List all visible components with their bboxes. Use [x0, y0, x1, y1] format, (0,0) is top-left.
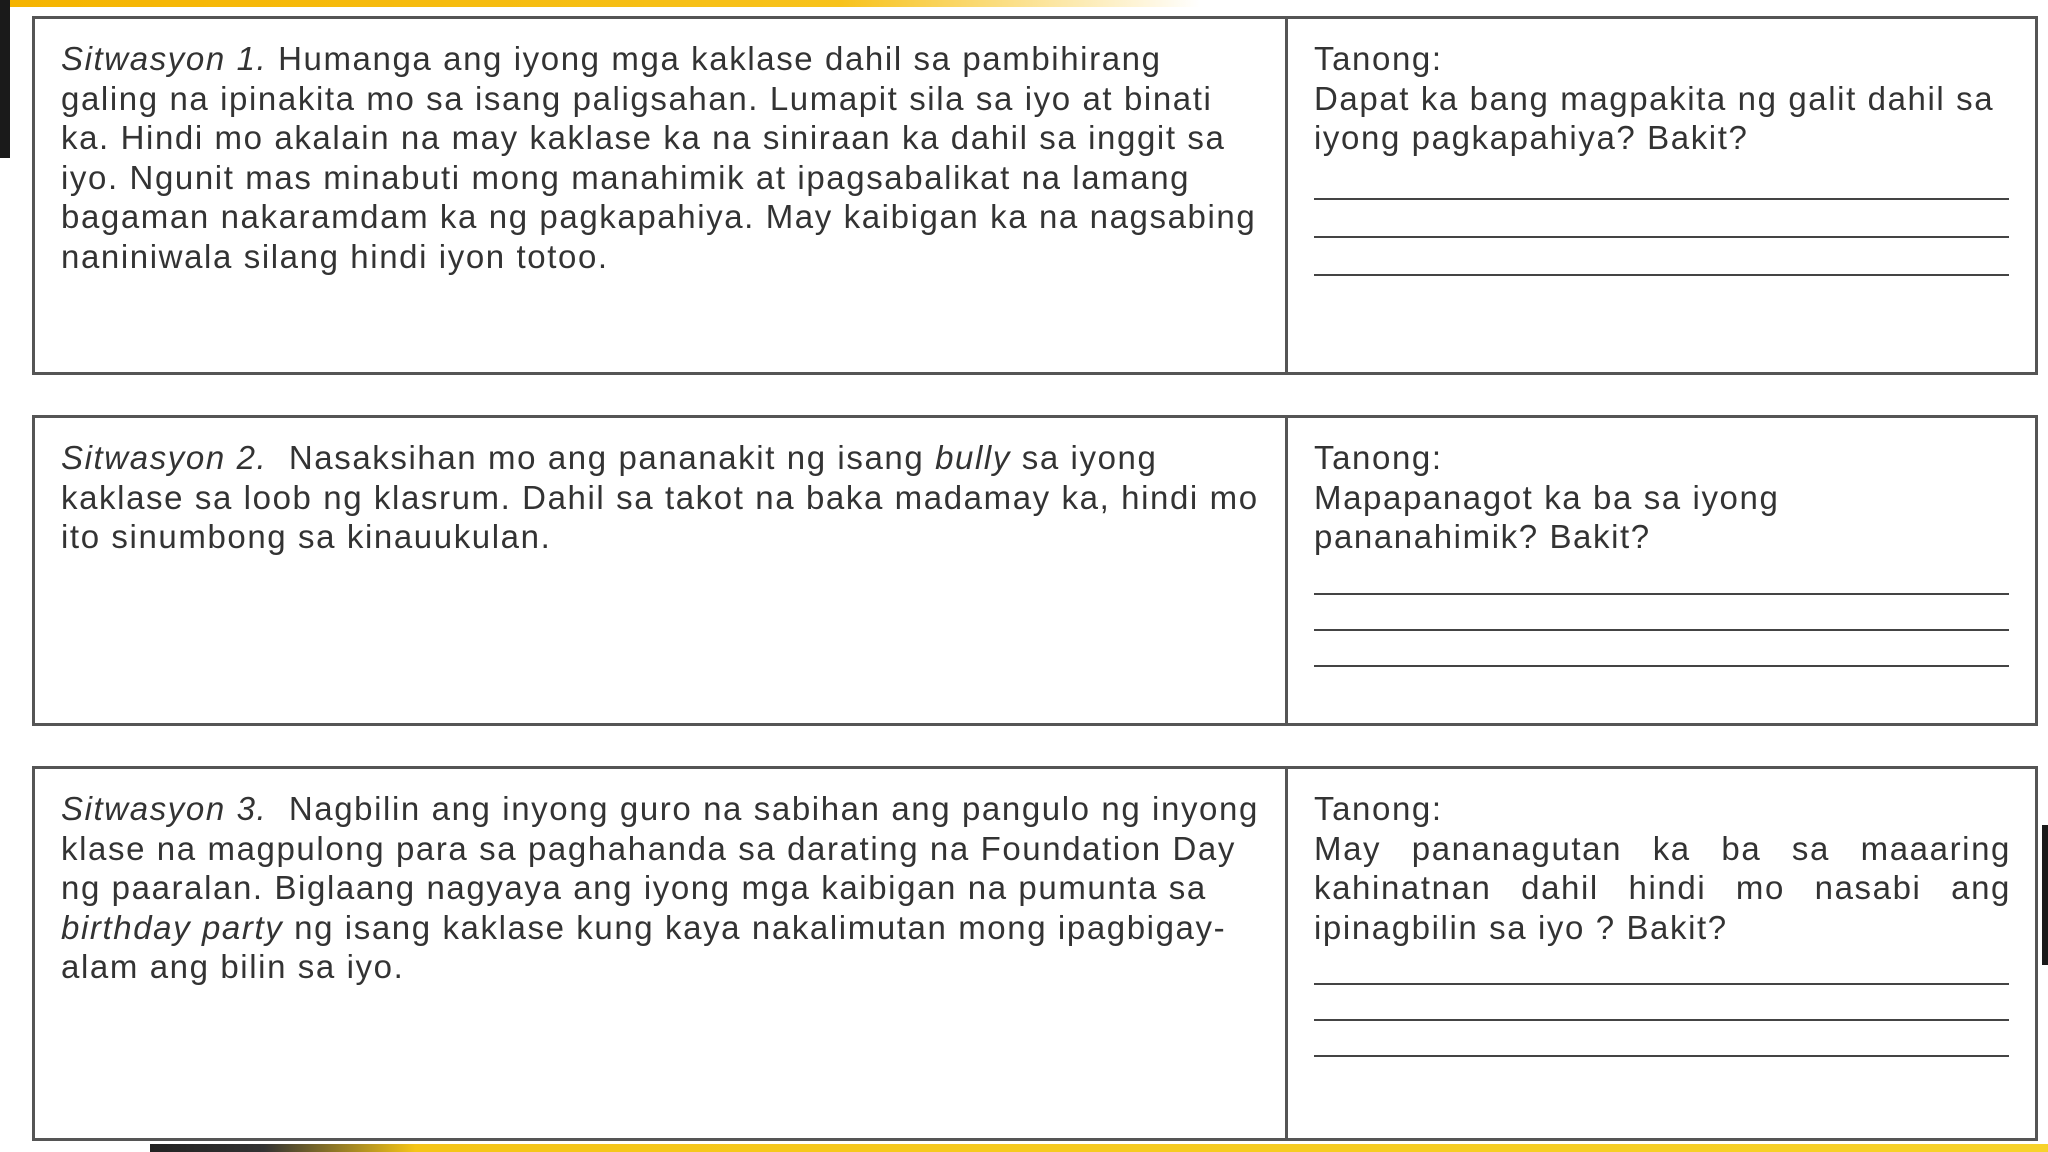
bottom-accent-bar — [150, 1144, 2048, 1152]
situation-1-question: Dapat ka bang magpakita ng galit dahil sa iyong pagkapahiya? Bakit? — [1314, 79, 1995, 156]
situation-3-body-end: ng isang kaklase kung kaya nakalimutan mong ipagbigay-alam ang bilin sa iyo. — [61, 908, 1227, 985]
situation-3-title: Sitwasyon 3. — [61, 790, 268, 827]
top-accent-bar — [0, 0, 1200, 7]
situation-2-text — [61, 438, 1259, 557]
situation-1-answer-line[interactable] — [1314, 236, 2009, 238]
situation-1-question-panel — [1288, 19, 2035, 372]
situation-2-question-panel — [1288, 418, 2035, 723]
situation-1-question-label: Tanong: — [1314, 40, 1443, 77]
situation-2-title: Sitwasyon 2. — [61, 439, 268, 476]
left-edge-bar — [0, 0, 10, 158]
situation-2-body-end: sa iyong kaklase sa loob ng klasrum. Dahil sa takot na baka madamay ka, hindi mo ito sinumbong sa kinauukulan. — [61, 439, 1259, 555]
situation-3-body-start: Nagbilin ang inyong guro na sabihan ang pangulo ng inyong klase na magpulong para sa paghahanda sa darating na Foundation Day ng paaralan. Biglaang nagyaya ang iyong mga kaibigan na pumunta sa — [61, 790, 1270, 906]
situation-1-answer-line[interactable] — [1314, 198, 2009, 200]
situation-1-body: Humanga ang iyong mga kaklase dahil sa pambihirang galing na ipinakita mo sa isang paligsahan. Lumapit sila sa iyo at binati ka. Hindi mo akalain na may kaklase ka na siniraan ka dahil sa inggit sa iyo. Ngunit mas minabuti mong manahimik at ipagsabalikat na lamang bagaman nakaramdam ka ng pagkapahiya. May kaibigan ka na nagsabing naniniwala silang hindi iyon totoo. — [61, 40, 1257, 275]
situation-2-answer-line[interactable] — [1314, 665, 2009, 667]
situation-1-answer-line[interactable] — [1314, 274, 2009, 276]
situation-3-question: May pananagutan ka ba sa maaaring kahinatnan dahil hindi mo nasabi ang ipinagbilin sa iyo ? Bakit? — [1314, 829, 2011, 946]
situation-3-scenario — [35, 769, 1288, 1138]
situation-3-box — [32, 766, 2038, 1141]
situation-3-question-panel — [1288, 769, 2035, 1138]
situation-3-question-label: Tanong: — [1314, 790, 1443, 827]
situation-2-body-start: Nasaksihan mo ang pananakit ng isang — [267, 439, 936, 476]
situation-3-answer-line[interactable] — [1314, 1055, 2009, 1057]
right-edge-bar — [2042, 825, 2048, 965]
situation-3-text — [61, 789, 1270, 987]
situation-3-answer-line[interactable] — [1314, 983, 2009, 985]
situation-2-scenario — [35, 418, 1288, 723]
situation-3-body-emphasis: birthday party — [61, 908, 284, 946]
situation-1-scenario — [35, 19, 1288, 372]
situation-1-title: Sitwasyon 1. — [61, 40, 268, 77]
situation-1-box — [32, 16, 2038, 375]
situation-2-question-label: Tanong: — [1314, 439, 1443, 476]
situation-2-box — [32, 415, 2038, 726]
situation-2-answer-line[interactable] — [1314, 593, 2009, 595]
situation-2-body-emphasis: bully — [935, 439, 1011, 476]
situation-1-text — [61, 39, 1259, 276]
situation-3-answer-line[interactable] — [1314, 1019, 2009, 1021]
situation-2-answer-line[interactable] — [1314, 629, 2009, 631]
situation-2-question: Mapapanagot ka ba sa iyong pananahimik? Bakit? — [1314, 478, 1780, 555]
